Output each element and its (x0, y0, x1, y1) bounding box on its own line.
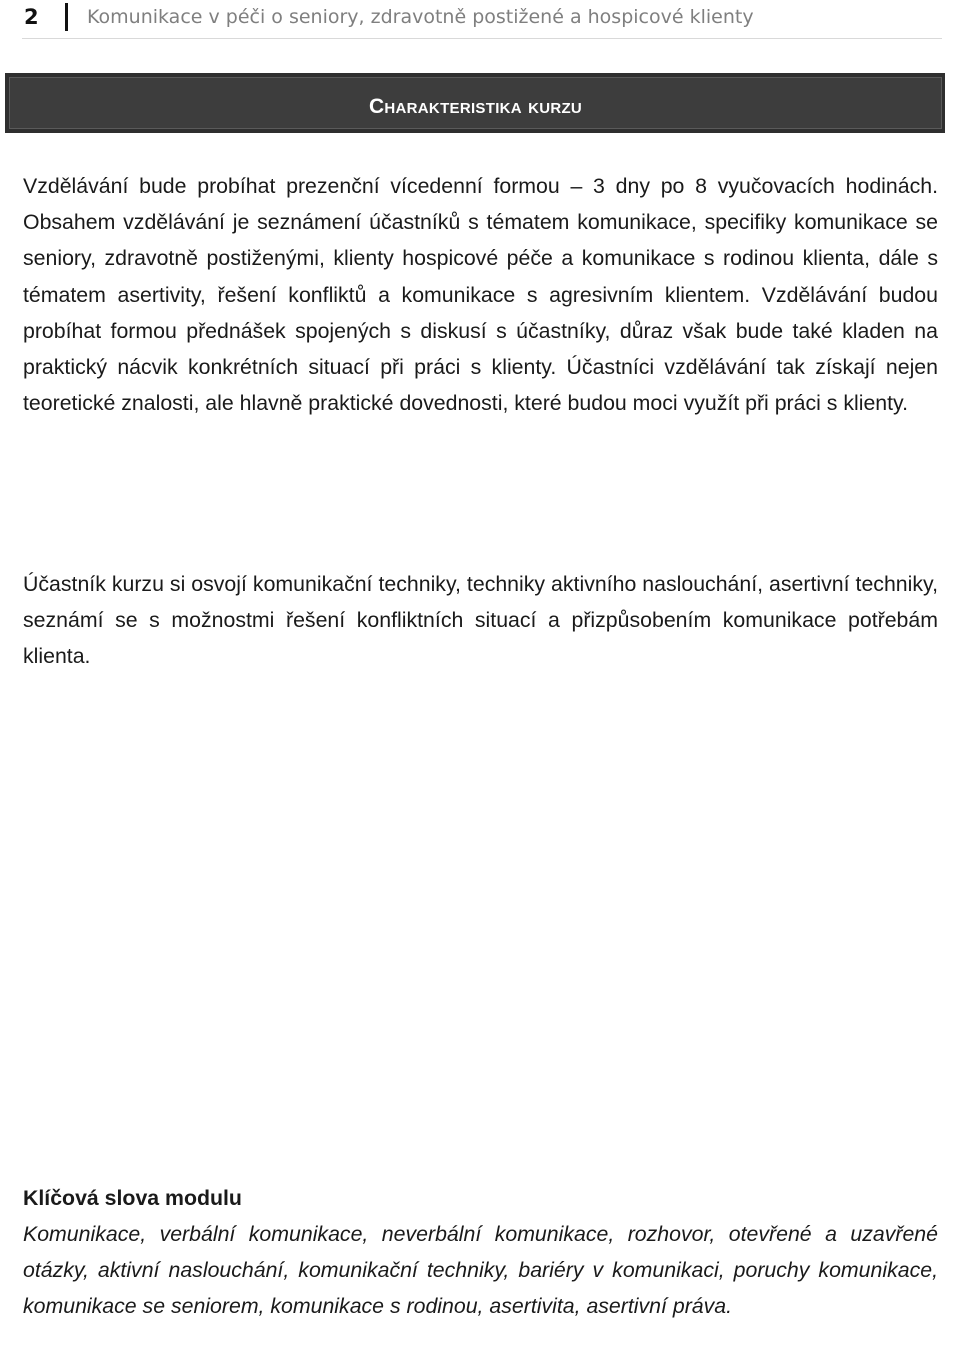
keywords-list: Komunikace, verbální komunikace, neverbální komunikace, rozhovor, otevřené a uzavřené otázky, aktivní naslouchání, komunikační techniky, bariéry v komunikaci, poruchy komunikace, komunikace se seniorem, komunikace s rodinou, asertivita, asertivní práva. (23, 1222, 938, 1319)
course-description-paragraph: Vzdělávání bude probíhat prezenční vícedenní formou – 3 dny po 8 vyučovacích hodinách. Obsahem vzdělávání je seznámení účastníků s tématem komunikace, specifiky komunikace se seniory, zdravotně postiženými, klienty hospicové péče a komunikace s rodinou klienta, dále s tématem asertivity, řešení konfliktů a komunikace s agresivním klientem. Vzdělávání budou probíhat formou přednášek spojených s diskusí s účastníky, důraz však bude také kladen na praktický nácvik konkrétních situací při práci s klienty. Účastníci vzdělávání tak získají nejen teoretické znalosti, ale hlavně praktické dovednosti, které budou moci využít při práci s klienty. (23, 174, 938, 416)
running-header-title: Komunikace v péči o seniory, zdravotně postižené a hospicové klienty (87, 6, 754, 28)
section-banner-panel (9, 77, 942, 129)
section-banner (5, 73, 945, 133)
keywords-heading: Klíčová slova modulu (23, 1186, 242, 1210)
course-outcomes-paragraph: Účastník kurzu si osvojí komunikační techniky, techniky aktivního naslouchání, asertivní techniky, seznámí se s možnostmi řešení konfliktních situací a přizpůsobením komunikace potřebám klienta. (23, 572, 938, 669)
page-number: 2 (24, 5, 39, 29)
section-title: Charakteristika kurzu (368, 95, 583, 118)
page-header (22, 0, 942, 39)
header-divider (65, 3, 68, 31)
